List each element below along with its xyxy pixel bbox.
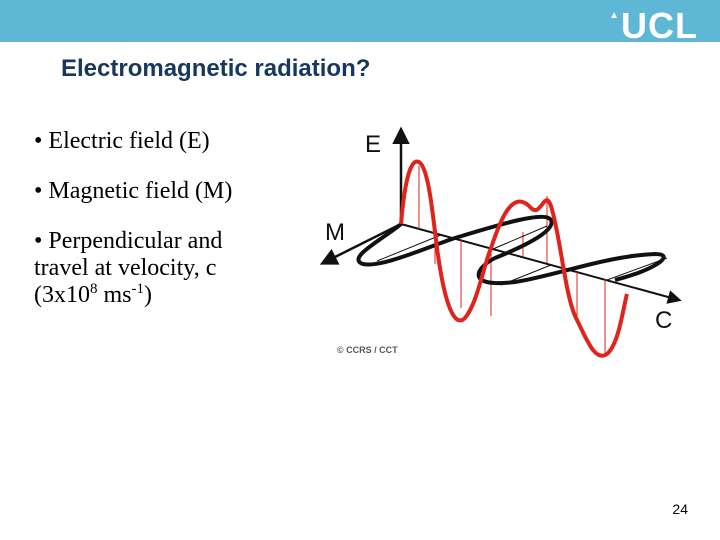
bullet-magnetic-field: • Magnetic field (M)	[34, 178, 233, 204]
bullet-electric-field: • Electric field (E)	[34, 128, 210, 154]
logo-text: UCL	[621, 5, 698, 46]
electric-field-vectors	[419, 166, 605, 356]
exponent-8: 8	[90, 281, 98, 297]
label-e: E	[365, 131, 382, 158]
header-bar	[0, 0, 720, 46]
page-number: 24	[672, 501, 688, 517]
figure-credit: © CCRS / CCT	[337, 345, 398, 355]
em-wave-diagram	[315, 118, 690, 368]
label-c: C	[655, 307, 673, 334]
ucl-logo	[609, 5, 698, 46]
logo-mark-icon: ▲	[609, 10, 619, 21]
closing-paren: )	[144, 282, 153, 308]
slide-title: Electromagnetic radiation?	[61, 55, 371, 82]
label-m: M	[325, 219, 345, 246]
bullet-perpendicular-text: • Perpendicular and travel at velocity, c (3x10	[34, 228, 223, 308]
exponent-minus-1: -1	[131, 281, 145, 297]
bullet-list	[34, 128, 274, 332]
em-wave-figure	[315, 118, 690, 368]
unit-ms: ms	[97, 282, 132, 308]
bullet-perpendicular	[34, 228, 274, 309]
